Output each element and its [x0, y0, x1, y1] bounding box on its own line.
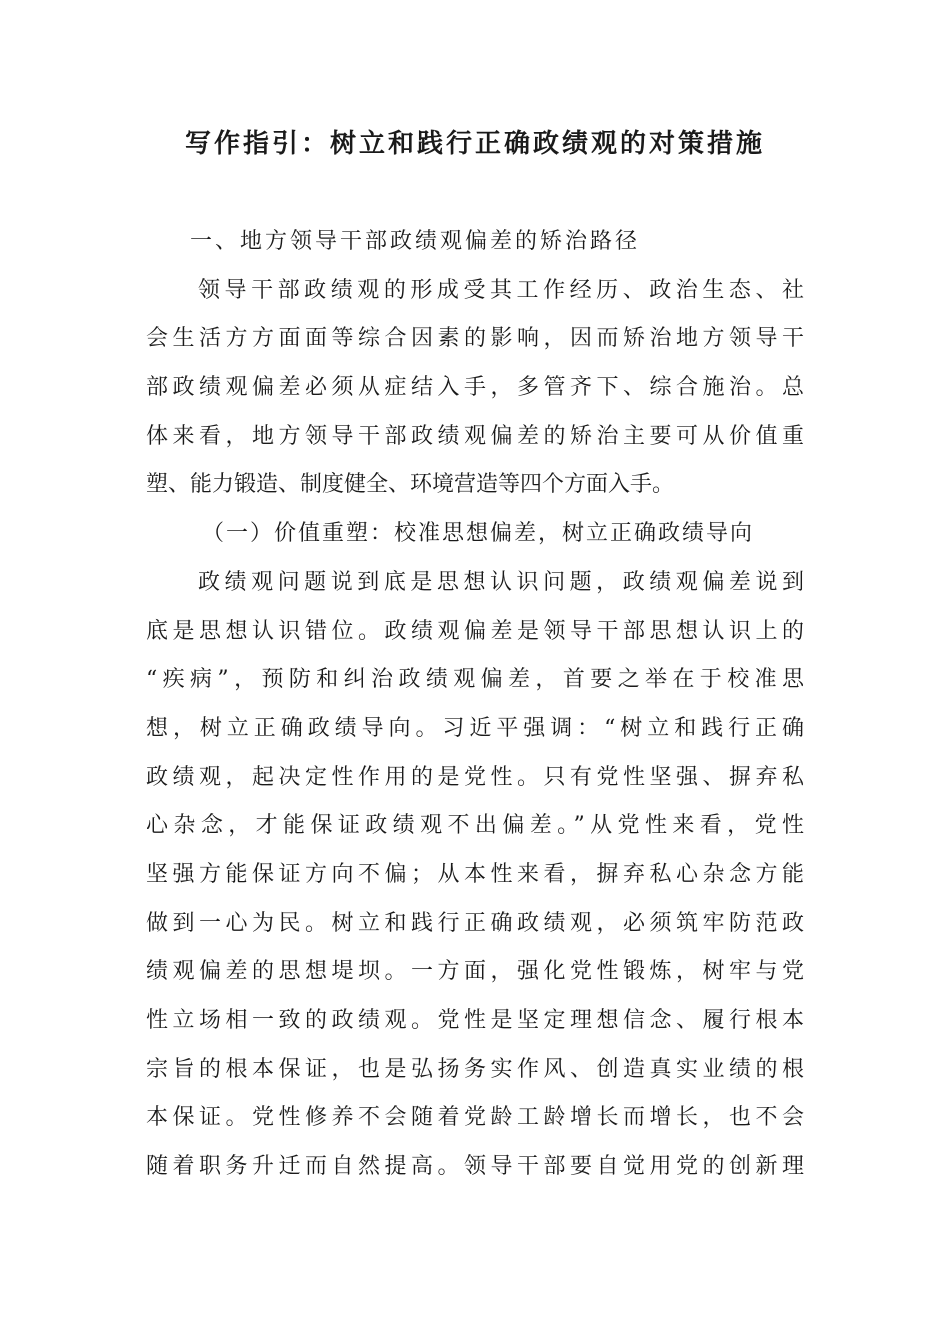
paragraph-line: 绩观偏差的思想堤坝。一方面，强化党性锻炼，树牢与党 — [146, 959, 804, 985]
document-title: 写作指引：树立和践行正确政绩观的对策措施 — [184, 129, 765, 159]
paragraph-line: 坚强方能保证方向不偏；从本性来看，摒弃私心杂念方能 — [146, 861, 804, 887]
paragraph-line: 想，树立正确政绩导向。习近平强调：“树立和践行正确 — [146, 715, 804, 741]
paragraph-line: 本保证。党性修养不会随着党龄工龄增长而增长，也不会 — [146, 1105, 804, 1131]
paragraph-line: 随着职务升迁而自然提高。领导干部要自觉用党的创新理 — [146, 1154, 804, 1180]
paragraph-line: 性立场相一致的政绩观。党性是坚定理想信念、履行根本 — [146, 1008, 804, 1033]
paragraph-line: 政绩观问题说到底是思想认识问题，政绩观偏差说到 — [198, 569, 804, 595]
paragraph-line: “疾病”，预防和纠治政绩观偏差，首要之举在于校准思 — [146, 667, 804, 693]
paragraph-line: 做到一心为民。树立和践行正确政绩观，必须筑牢防范政 — [146, 910, 804, 936]
paragraph-line: 心杂念，才能保证政绩观不出偏差。”从党性来看，党性 — [146, 813, 804, 839]
paragraph-line: 塑、能力锻造、制度健全、环境营造等四个方面入手。 — [146, 472, 675, 498]
paragraph-line: 底是思想认识错位。政绩观偏差是领导干部思想认识上的 — [146, 618, 804, 644]
paragraph-line: 宗旨的根本保证，也是弘扬务实作风、创造真实业绩的根 — [146, 1056, 804, 1082]
paragraph-line: 政绩观，起决定性作用的是党性。只有党性坚强、摒弃私 — [146, 764, 804, 790]
subsection-heading: （一）价值重塑：校准思想偏差，树立正确政绩导向 — [202, 521, 755, 547]
document-body — [146, 218, 804, 1192]
paragraph-line: 体来看，地方领导干部政绩观偏差的矫治主要可从价值重 — [146, 423, 804, 449]
paragraph-line: 领导干部政绩观的形成受其工作经历、政治生态、社 — [198, 277, 804, 303]
paragraph-line: 会生活方方面面等综合因素的影响，因而矫治地方领导干 — [146, 326, 804, 352]
paragraph-line: 部政绩观偏差必须从症结入手，多管齐下、综合施治。总 — [146, 375, 804, 401]
section-heading: 一、地方领导干部政绩观偏差的矫治路径 — [190, 229, 641, 254]
